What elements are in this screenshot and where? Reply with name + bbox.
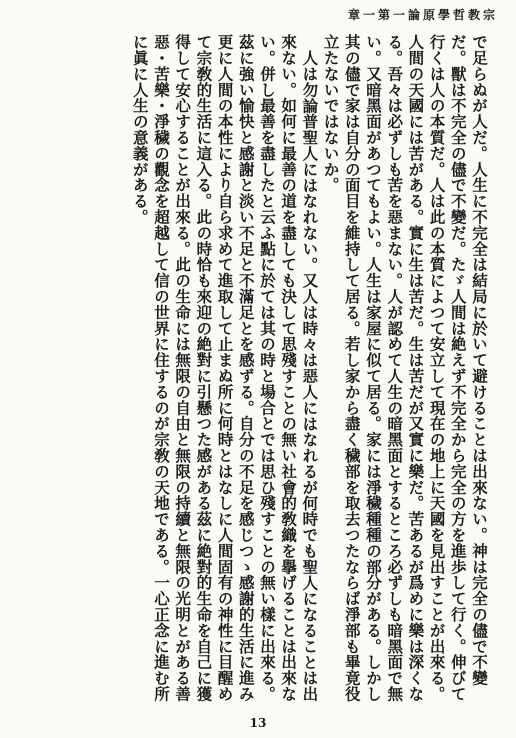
paragraph-2: 人は勿論普聖人にはなれない。又人は時々は惡人にはなれるが何時でも聖人になることは出來ない。如何に最善の道を盡しても決して思殘すことの無い社會的敎織を擧げることは出來ない。併し最善を盡したと云ふ點に於ては其の時と場合とでは思ひ殘すことの無い樣に出來る。茲に強い愉快と感謝と淡い不足と不滿足とを感ずる。自分の不足を感じつゝ感謝的生活に進み更に人間の本性により自ら求めて進取して止まぬ所に何時とはなしに人間固有の神性に目醒めて宗敎的生活に這入る。此の時恰も來迎の絶對に引懸つた感がある茲に絶對的生命を自己に獲得して安心することが出來る。此の生命には無限の自由と無限の持續と無限の光明とがある善惡・苦樂・淨穢の觀念を超越して信の世界に住するのが宗敎の天地である。一心正念に進む所に眞に人生の意義がある。: [130, 34, 320, 702]
running-head: [44, 4, 516, 26]
running-head-title: 宗教哲學原論一第一章: [347, 8, 498, 22]
paragraph-1: で足らぬが人だ。人生に不完全は結局に於いて避けることは出來ない。神は完全の儘で不變だ。獸は不完全の儘で不變だ。たゞ人間は絶えず不完全から完全の方を進歩して行く。伸びて行くは人の本質だ。人は此の本質によつて安立して現在の地上に天國を見出すことが出來る。人間の天國には苦がある。實に生は苦だ。生は苦だが又實に樂だ。苦あるが爲めに樂は深くなる。吾々は必ずしも苦を惡まない。人が認めて人生の暗黑面とするところ必ずしも暗黑面で無い。又暗黑面があつてもよい。人生は家屋に似て居る。家には淨穢種種の部分がある。しかし其の儘で家は自分の面目を維持して居る。若し家から盡く穢部を取去つたならば淨部も畢竟役立たないではないか。: [321, 34, 489, 702]
body-text: [30, 34, 490, 710]
page-number: 13: [249, 716, 267, 730]
